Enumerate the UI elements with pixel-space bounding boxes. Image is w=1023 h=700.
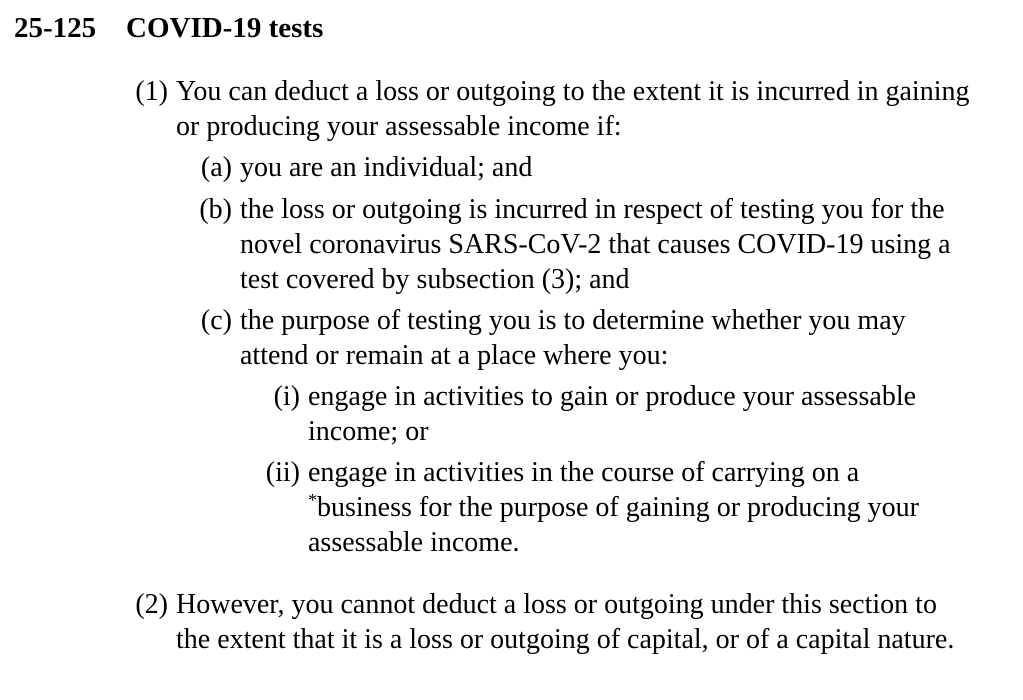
subparagraph-text-start: engage in activities in the course of carrying on a xyxy=(308,457,860,488)
paragraph-label: (c) xyxy=(200,305,232,336)
section-heading xyxy=(14,10,323,46)
subparagraph-label: (ii) xyxy=(265,457,300,488)
section-number: 25-125 xyxy=(14,12,97,44)
subsection-label: (2) xyxy=(135,589,168,620)
subsection-text: However, you cannot deduct a loss or outgoing under this section to the extent that it is a loss or outgoing of capital, or of a capital nature. xyxy=(176,589,955,655)
subparagraph-label: (i) xyxy=(273,381,300,412)
section-title: COVID-19 tests xyxy=(126,12,324,44)
subparagraph-text: engage in activities to gain or produce your assessable income; or xyxy=(308,381,917,447)
subparagraph-text xyxy=(308,455,988,560)
paragraph-text: you are an individual; and xyxy=(240,152,533,183)
defined-term-asterisk: * xyxy=(308,490,317,510)
paragraph-label: (b) xyxy=(199,194,232,225)
paragraph-text: the purpose of testing you is to determine whether you may attend or remain at a place where you: xyxy=(240,305,906,371)
subsection-text: You can deduct a loss or outgoing to the extent it is incurred in gaining or producing your assessable income if: xyxy=(176,76,970,142)
subparagraph-text-end: business for the purpose of gaining or producing your assessable income. xyxy=(308,492,919,558)
subsection-label: (1) xyxy=(135,76,168,107)
paragraph-text: the loss or outgoing is incurred in respect of testing you for the novel coronavirus SARS-CoV-2 that causes COVID-19 using a test covered by subsection (3); and xyxy=(240,194,951,295)
paragraph-label: (a) xyxy=(200,152,232,183)
